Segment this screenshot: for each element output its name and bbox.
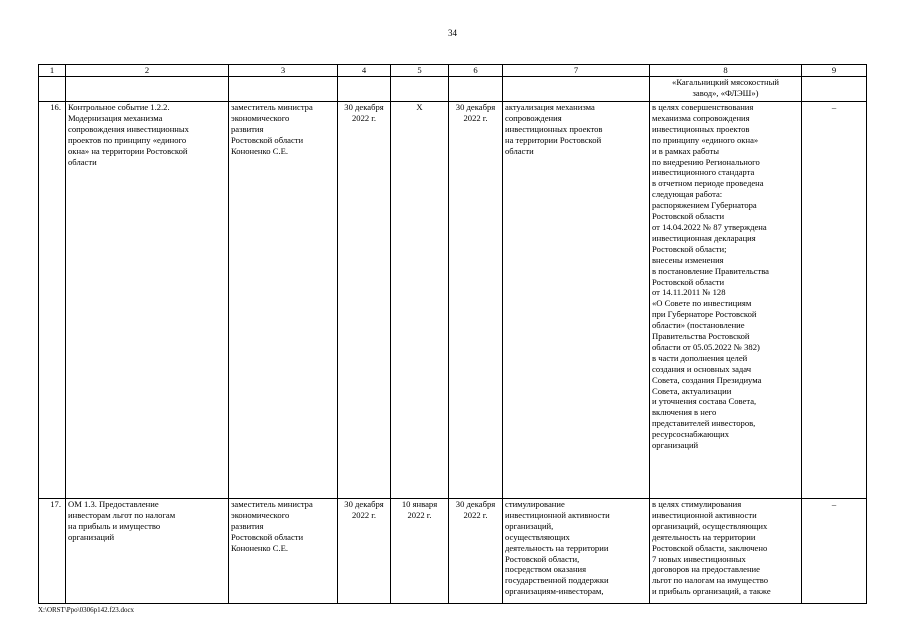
table-row [39, 102, 867, 499]
event-name: Контрольное событие 1.2.2. Модернизация механизма сопровождения инвестиционных проектов по принципу «единого окна» на территории Ростовской области [66, 102, 229, 499]
continuation-cell-6 [449, 77, 503, 102]
continuation-cell-7 [503, 77, 650, 102]
event-name: ОМ 1.3. Предоставление инвесторам льгот по налогам на прибыль и имущество организаций [66, 499, 229, 604]
header-row [39, 65, 867, 77]
note-dash: – [802, 102, 867, 499]
column-header-9: 9 [802, 65, 867, 77]
column-header-4: 4 [338, 65, 391, 77]
responsible-person: заместитель министра экономического развития Ростовской области Кононенко С.Е. [229, 102, 338, 499]
row-number: 16. [39, 102, 66, 499]
actual-end-date: 30 декабря 2022 г. [449, 102, 503, 499]
note-dash: – [802, 499, 867, 604]
actual-result: в целях совершенствования механизма сопровождения инвестиционных проектов по принципу «единого окна» и в рамках работы по внедрению Регионального инвестиционного стандарта в отчетном периоде проведена следующая работа: распоряжением Губернатора Ростовской области от 14.04.2022 № 87 утверждена инвестиционная декларация Ростовской области; внесены изменения в постановление Правительства Ростовской области от 14.11.2011 № 128 «О Совете по инвестициям при Губернаторе Ростовской области» (постановление Правительства Ростовской области от 05.05.2022 № 382) в части дополнения целей создания и основных задач Совета, создания Президиума Совета, актуализации и уточнения состава Совета, включения в него представителей инвесторов, ресурсоснабжающих организаций [650, 102, 802, 499]
continuation-cell-5 [391, 77, 449, 102]
column-header-8: 8 [650, 65, 802, 77]
continuation-cell-9 [802, 77, 867, 102]
continuation-result-text: «Кагальницкий мясокостный завод», «ФЛЭШ») [650, 77, 802, 102]
continuation-cell-3 [229, 77, 338, 102]
continuation-cell-1 [39, 77, 66, 102]
expected-result: стимулирование инвестиционной активности организаций, осуществляющих деятельность на территории Ростовской области, посредством оказания государственной поддержки организациям-инвесторам, [503, 499, 650, 604]
continuation-row [39, 77, 867, 102]
report-table [38, 64, 867, 604]
expected-result: актуализация механизма сопровождения инвестиционных проектов на территории Ростовской области [503, 102, 650, 499]
responsible-person: заместитель министра экономического развития Ростовской области Кононенко С.Е. [229, 499, 338, 604]
document-file-path: X:\ORST\Ppo\0306p142.f23.docx [38, 606, 135, 614]
actual-result: в целях стимулирования инвестиционной активности организаций, осуществляющих деятельность на территории Ростовской области, заключено 7 новых инвестиционных договоров на предоставление льгот по налогам на имущество и прибыль организаций, а также [650, 499, 802, 604]
planned-date: 30 декабря 2022 г. [338, 102, 391, 499]
column-header-6: 6 [449, 65, 503, 77]
column-header-3: 3 [229, 65, 338, 77]
column-header-1: 1 [39, 65, 66, 77]
continuation-cell-4 [338, 77, 391, 102]
column-header-2: 2 [66, 65, 229, 77]
row-number: 17. [39, 499, 66, 604]
table-row [39, 499, 867, 604]
page-number: 34 [448, 28, 457, 38]
actual-start-date: Х [391, 102, 449, 499]
column-header-5: 5 [391, 65, 449, 77]
planned-date: 30 декабря 2022 г. [338, 499, 391, 604]
column-header-7: 7 [503, 65, 650, 77]
actual-start-date: 10 января 2022 г. [391, 499, 449, 604]
continuation-cell-2 [66, 77, 229, 102]
actual-end-date: 30 декабря 2022 г. [449, 499, 503, 604]
